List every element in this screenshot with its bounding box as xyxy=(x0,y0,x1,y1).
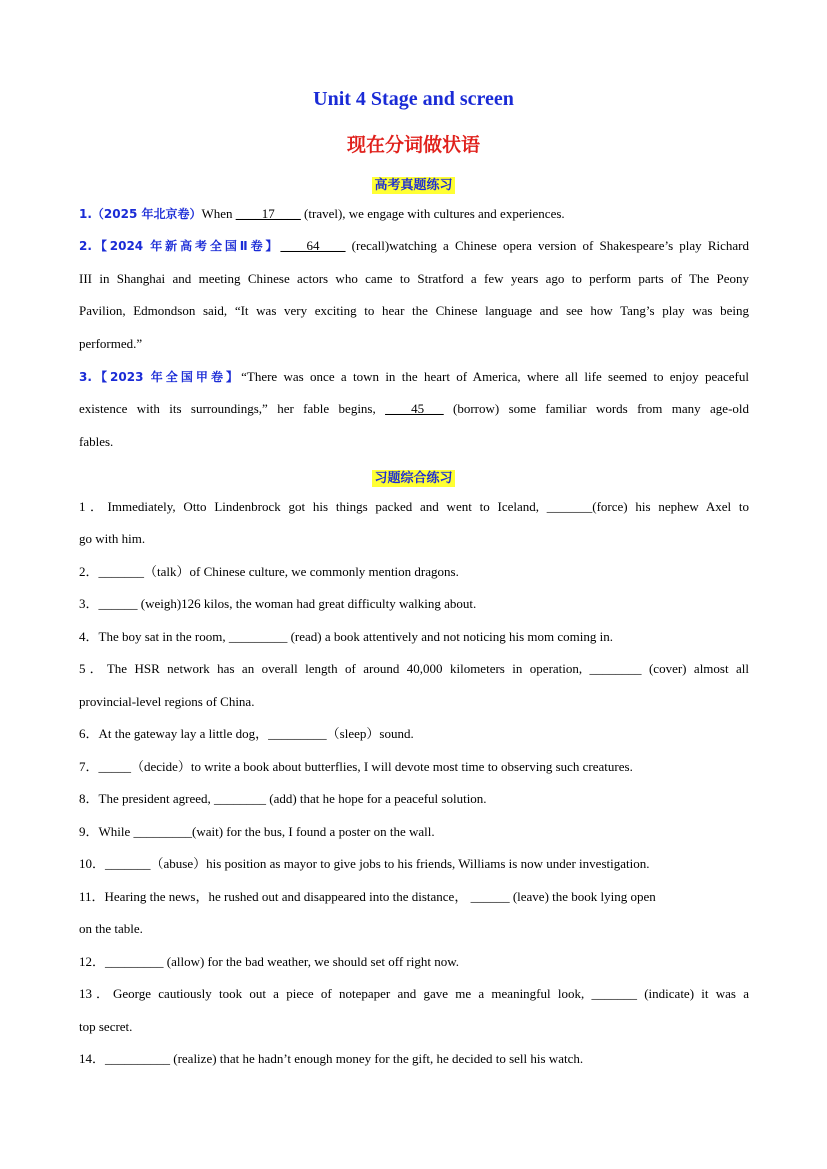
practice-question-12: 12．_________ (allow) for the bad weather, we should set off right now. xyxy=(79,954,460,969)
exam-question-2-line: performed.” xyxy=(79,336,143,351)
practice-question-7: 7．_____（decide）to write a book about butterflies, I will devote most time to observing such creatures. xyxy=(79,759,633,774)
practice-question-6: 6．At the gateway lay a little dog，_________（sleep）sound. xyxy=(79,726,414,741)
practice-question-8: 8．The president agreed, ________ (add) that he hope for a peaceful solution. xyxy=(79,791,487,806)
exam-question-label: 2.【2024 年新高考全国Ⅱ卷】 xyxy=(79,239,281,253)
practice-question-10: 10．_______（abuse）his position as mayor to give jobs to his friends, Williams is now under investigation. xyxy=(79,856,650,871)
question-text: (recall)watching a Chinese opera version of Shakespeare’s play Richard xyxy=(345,238,750,253)
practice-question-5-line: provincial-level regions of China. xyxy=(79,694,255,709)
answer-blank: ____45___ xyxy=(385,401,444,416)
exam-question-3-line: fables. xyxy=(79,434,114,449)
practice-question-13: 13．George cautiously took out a piece of notepaper and gave me a meaningful look, _______ (indicate) it was a xyxy=(79,986,749,1001)
practice-question-5: 5．The HSR network has an overall length of around 40,000 kilometers in operation, ________ (cover) almost all xyxy=(79,661,749,676)
exam-question-3-line xyxy=(79,401,749,417)
practice-question-13-line: top secret. xyxy=(79,1019,133,1034)
exam-question-2-line: Pavilion, Edmondson said, “It was very exciting to hear the Chinese language and see how Tang’s play was being xyxy=(79,303,749,318)
exam-question-2-line: III in Shanghai and meeting Chinese actors who came to Stratford a few years ago to perform parts of The Peony xyxy=(79,271,749,286)
question-text: (borrow) some familiar words from many age-old xyxy=(443,401,750,416)
practice-question-2: 2．_______（talk）of Chinese culture, we commonly mention dragons. xyxy=(79,564,459,579)
section-heading-gaokao-label: 高考真题练习 xyxy=(374,178,453,193)
practice-question-14: 14．__________ (realize) that he hadn’t enough money for the gift, he decided to sell his watch. xyxy=(79,1051,584,1066)
question-text: “There was once a town in the heart of America, where all life seemed to enjoy peaceful xyxy=(241,369,749,384)
practice-question-1: 1．Immediately, Otto Lindenbrock got his things packed and went to Iceland, _______(force) his nephew Axel to xyxy=(79,499,749,514)
answer-blank: ____17____ xyxy=(235,206,301,221)
practice-question-3: 3．______ (weigh)126 kilos, the woman had great difficulty walking about. xyxy=(79,596,477,611)
exam-question-label: 3.【2023 年全国甲卷】 xyxy=(79,370,242,384)
practice-question-4: 4．The boy sat in the room, _________ (read) a book attentively and not noticing his mom coming in. xyxy=(79,629,613,644)
practice-question-1-line: go with him. xyxy=(79,531,146,546)
practice-question-11-line: on the table. xyxy=(79,921,143,936)
question-text: When xyxy=(201,206,236,221)
answer-blank: ____64____ xyxy=(280,238,346,253)
exam-question-1 xyxy=(79,206,749,222)
exam-question-label: 1.（2025 年北京卷） xyxy=(79,207,202,221)
exam-question-2 xyxy=(79,238,749,254)
page-subtitle: 现在分词做状语 xyxy=(346,134,480,156)
question-text: existence with its surroundings,” her fable begins, xyxy=(79,401,386,416)
section-heading-practice-label: 习题综合练习 xyxy=(374,471,453,486)
page-title: Unit 4 Stage and screen xyxy=(313,88,514,110)
practice-question-9: 9．While _________(wait) for the bus, I found a poster on the wall. xyxy=(79,824,435,839)
exam-question-3 xyxy=(79,369,749,385)
section-heading-practice xyxy=(0,467,827,486)
section-heading-gaokao xyxy=(0,174,827,193)
question-text: (travel), we engage with cultures and experiences. xyxy=(300,206,565,221)
practice-question-11: 11．Hearing the news，he rushed out and disappeared into the distance， ______ (leave) the book lying open xyxy=(79,889,656,904)
